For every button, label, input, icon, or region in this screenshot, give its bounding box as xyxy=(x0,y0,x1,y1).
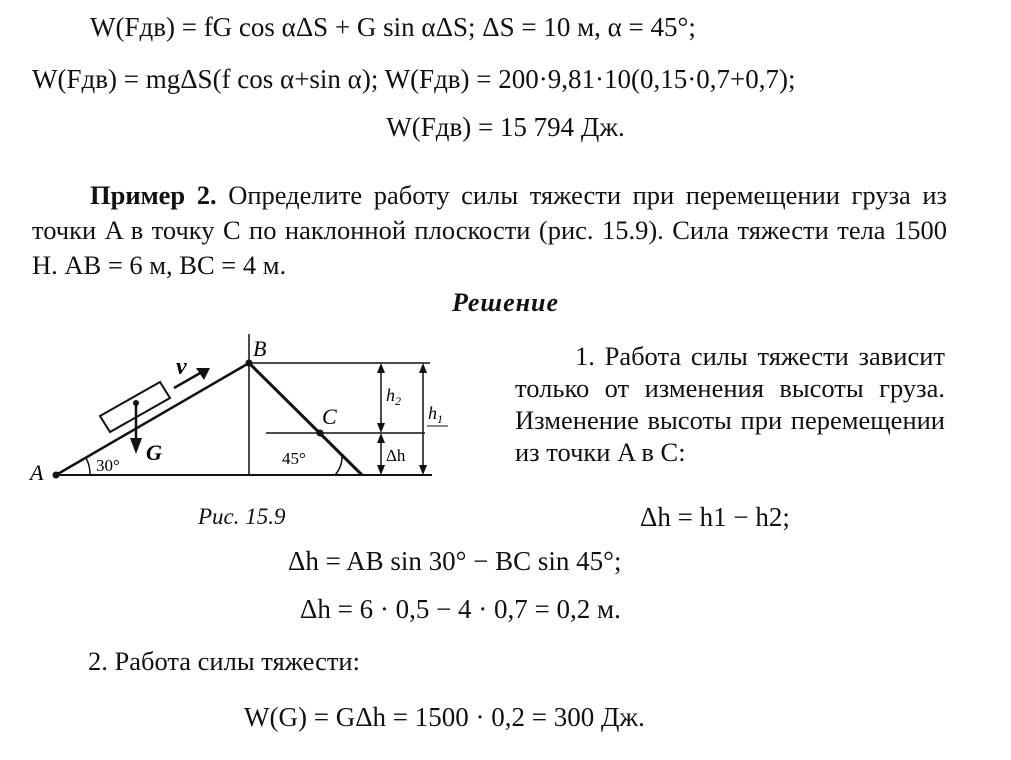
label-g: G xyxy=(146,440,162,465)
label-b: B xyxy=(253,336,267,361)
label-a: A xyxy=(30,460,44,485)
label-v: v xyxy=(176,354,187,380)
dim-h2-top-arrow xyxy=(377,363,385,373)
angle-arc-a xyxy=(86,458,90,475)
label-h2 xyxy=(386,385,401,408)
label-h2-sub: 2 xyxy=(395,394,401,408)
label-h1-main: h xyxy=(428,403,437,423)
label-c: C xyxy=(322,404,337,429)
label-dh: Δh xyxy=(386,446,406,465)
formula-dh-calc: Δh = 6 · 0,5 − 4 · 0,7 = 0,2 м. xyxy=(300,594,621,624)
example-label: Пример 2. xyxy=(90,180,217,210)
label-h2-main: h xyxy=(386,385,395,405)
point-b xyxy=(246,360,253,367)
formula-dh-def: Δh = h1 − h2; xyxy=(640,502,790,532)
point-c xyxy=(317,430,324,437)
label-h1-sub: 1 xyxy=(437,412,443,426)
dim-dh-bottom-arrow xyxy=(377,465,385,475)
dim-h2-bottom-arrow xyxy=(377,423,385,433)
solution-heading: Решение xyxy=(451,288,560,317)
step2-text: 2. Работа силы тяжести: xyxy=(88,646,360,676)
label-angle-c: 45° xyxy=(282,449,306,468)
dim-dh-top-arrow xyxy=(377,433,385,443)
formula-work-mg: W(Fдв) = mgΔS(f cos α+sin α); W(Fдв) = 200·9,81·10(0,15·0,7+0,7); xyxy=(32,64,796,94)
dim-h1-bottom-arrow xyxy=(419,465,427,475)
example-text: Определите работу силы тяжести при перемещении груза из точки A в точку C по наклонной плоскости (рис. 15.9). Сила тяжести тела 1500 Н. AB = 6 м, BC = 4 м. xyxy=(32,180,948,280)
dim-h1-top-arrow xyxy=(419,363,427,373)
angle-arc-c xyxy=(335,455,342,475)
figure-caption: Рис. 15.9 xyxy=(198,504,286,529)
formula-gravity-work: W(G) = GΔh = 1500 · 0,2 = 300 Дж. xyxy=(244,702,645,732)
example-paragraph xyxy=(32,178,947,283)
figure-15-9 xyxy=(20,334,480,504)
label-h1 xyxy=(428,403,443,426)
label-angle-a: 30° xyxy=(96,456,120,475)
point-a xyxy=(53,472,60,479)
formula-dh-expr: Δh = AB sin 30° − BC sin 45°; xyxy=(288,546,622,576)
formula-work-general: W(Fдв) = fG cos αΔS + G sin αΔS; ΔS = 10 м, α = 45°; xyxy=(90,12,696,42)
gravity-arrowhead xyxy=(130,438,142,454)
formula-work-result: W(Fдв) = 15 794 Дж. xyxy=(386,112,625,142)
step1-text: 1. Работа силы тяжести зависит только от изменения высоты груза. Изменение высоты при перемещении из точки A в C: xyxy=(515,341,945,467)
